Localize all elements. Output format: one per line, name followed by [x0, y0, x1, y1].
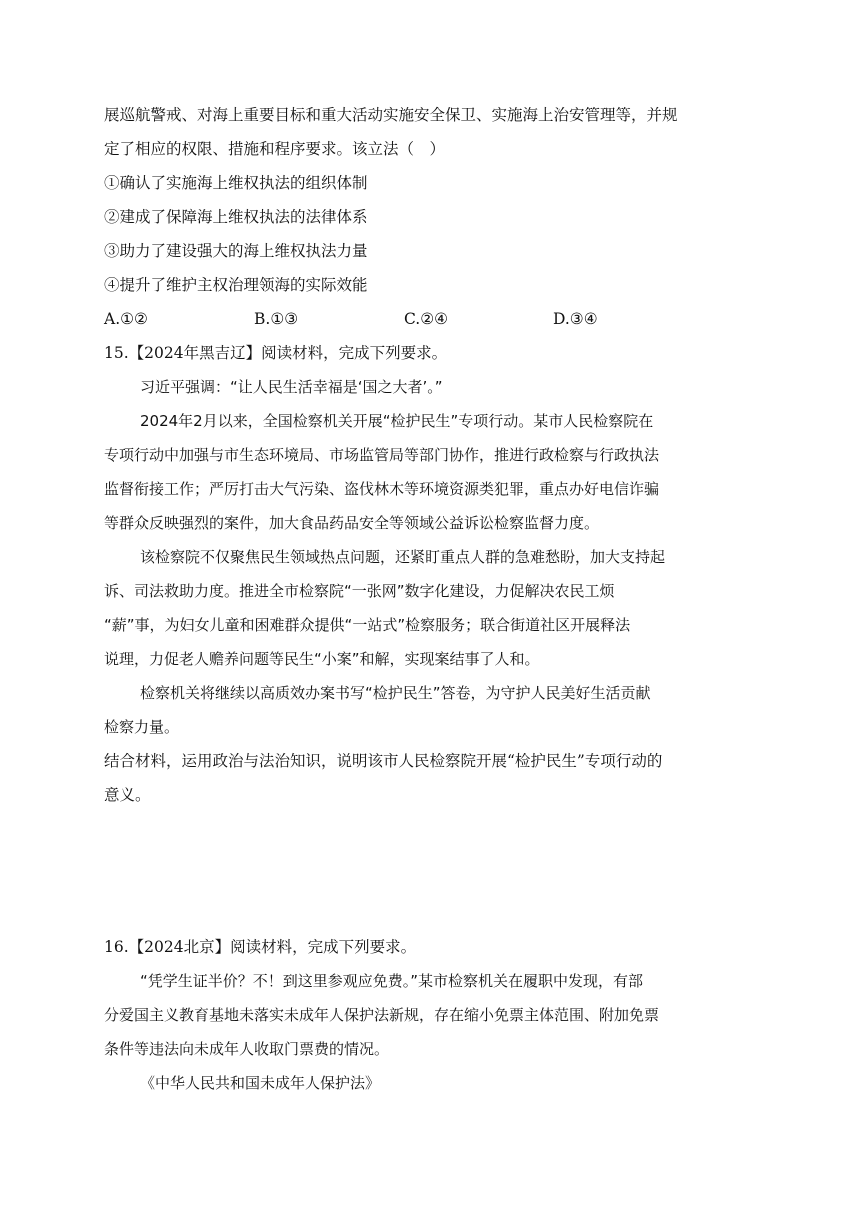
- q15-material-line-4: 等群众反映强烈的案件，加大食品药品安全等领域公益诉讼检察监督力度。: [104, 514, 600, 532]
- q15-material-line-7: “薪”事，为妇女儿童和困难群众提供“一站式”检察服务；联合街道社区开展释法: [104, 616, 631, 634]
- q15-question-line-2: 意义。: [104, 786, 151, 804]
- q15-material-line-9: 检察机关将继续以高质效办案书写“检护民生”答卷，为守护人民美好生活贡献: [140, 684, 651, 702]
- q15-quote: 习近平强调：“让人民生活幸福是‘国之大者’。”: [140, 378, 443, 396]
- q14-stem-line-1: 展巡航警戒、对海上重要目标和重大活动实施安全保卫、实施海上治安管理等，并规: [104, 106, 678, 124]
- q15-material-line-10: 检察力量。: [104, 718, 180, 736]
- q14-stem-line-2: 定了相应的权限、措施和程序要求。该立法（ ）: [104, 140, 446, 158]
- q14-choice-a: A.①②: [104, 310, 148, 328]
- q15-header: 15.【2024年黑吉辽】阅读材料，完成下列要求。: [104, 344, 448, 362]
- q15-material-line-3: 监督衔接工作；严厉打击大气污染、盗伐林木等环境资源类犯罪，重点办好电信诈骗: [104, 480, 660, 498]
- q15-material-line-2: 专项行动中加强与市生态环境局、市场监管局等部门协作，推进行政检察与行政执法: [104, 446, 660, 464]
- q14-choices: [104, 309, 754, 329]
- q16-material-line-1: “凭学生证半价？不！到这里参观应免费。”某市检察机关在履职中发现，有部: [140, 972, 644, 990]
- q14-choice-b: B.①③: [254, 310, 299, 328]
- q14-option-4: ④提升了维护主权治理领海的实际效能: [104, 276, 368, 294]
- q15-material-line-5: 该检察院不仅聚焦民生领域热点问题，还紧盯重点人群的急难愁盼，加大支持起: [140, 548, 666, 566]
- q16-material-line-3: 条件等违法向未成年人收取门票费的情况。: [104, 1040, 390, 1058]
- q14-option-1: ①确认了实施海上维权执法的组织体制: [104, 174, 368, 192]
- q15-material-line-8: 说理，力促老人赡养问题等民生“小案”和解，实现案结事了人和。: [104, 650, 540, 668]
- q16-law-title: 《中华人民共和国未成年人保护法》: [140, 1074, 381, 1092]
- q14-option-2: ②建成了保障海上维权执法的法律体系: [104, 208, 368, 226]
- q14-choice-c: C.②④: [404, 310, 449, 328]
- q14-option-3: ③助力了建设强大的海上维权执法力量: [104, 242, 368, 260]
- q16-material-line-2: 分爱国主义教育基地未落实未成年人保护法新规，存在缩小免票主体范围、附加免票: [104, 1006, 660, 1024]
- q15-material-line-1: 2024年2月以来，全国检察机关开展“检护民生”专项行动。某市人民检察院在: [140, 412, 654, 430]
- q14-choice-d: D.③④: [553, 310, 598, 328]
- q16-header: 16.【2024北京】阅读材料，完成下列要求。: [104, 938, 417, 956]
- q15-question-line-1: 结合材料，运用政治与法治知识，说明该市人民检察院开展“检护民生”专项行动的: [104, 752, 663, 770]
- q15-material-line-6: 诉、司法救助力度。推进全市检察院“一张网”数字化建设，力促解决农民工烦: [104, 582, 615, 600]
- answer-space: [104, 810, 754, 920]
